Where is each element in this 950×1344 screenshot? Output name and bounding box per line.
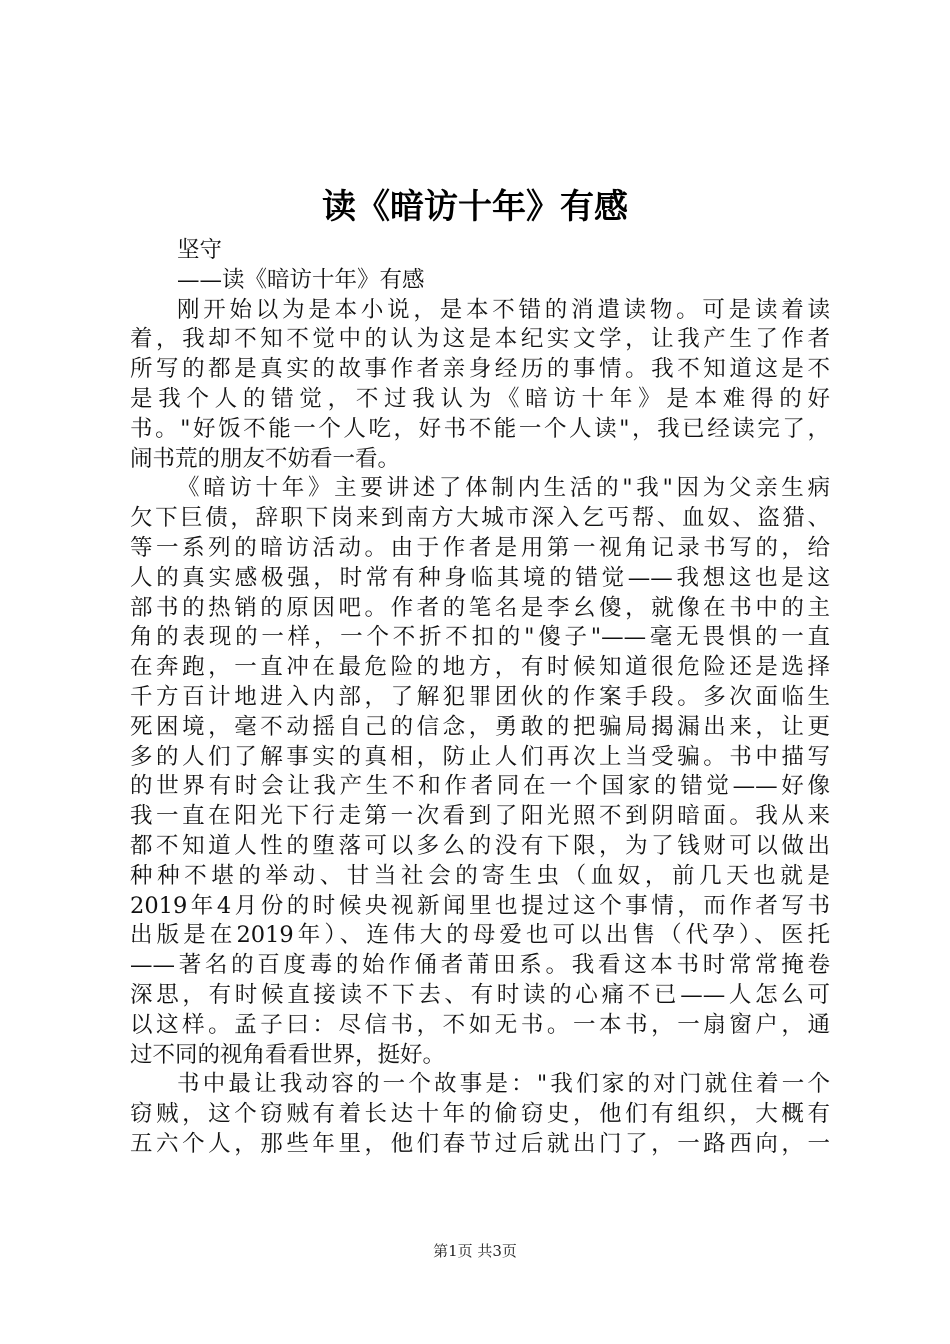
text-line: ——读《暗访十年》有感 (177, 266, 425, 293)
document-body (130, 236, 830, 1160)
text-line: 所写的都是真实的故事作者亲身经历的事情。我不知道这是不 (130, 356, 830, 383)
text-line: 部书的热销的原因吧。作者的笔名是李幺傻，就像在书中的主 (130, 594, 830, 621)
text-line: 我一直在阳光下行走第一次看到了阳光照不到阴暗面。我从来 (130, 803, 830, 830)
text-line: 《暗访十年》主要讲述了体制内生活的"我"因为父亲生病 (177, 475, 830, 502)
text-line: 欠下巨债，辞职下岗来到南方大城市深入乞丐帮、血奴、盗猎、 (130, 505, 830, 532)
text-line: 等一系列的暗访活动。由于作者是用第一视角记录书写的，给 (130, 534, 830, 561)
text-line: 人的真实感极强，时常有种身临其境的错觉——我想这也是这 (130, 564, 830, 591)
text-line: 坚守 (177, 237, 223, 263)
text-line: 深思，有时候直接读不下去、有时读的心痛不已——人怎么可 (130, 981, 830, 1008)
text-line: 是我个人的错觉，不过我认为《暗访十年》是本难得的好 (130, 385, 830, 412)
text-line: 出版是在2019年）、连伟大的母爱也可以出售（代孕）、医托 (130, 922, 830, 949)
text-line: 种种不堪的举动、甘当社会的寄生虫（血奴，前几天也就是 (130, 862, 830, 889)
text-line: 在奔跑，一直冲在最危险的地方，有时候知道很危险还是选择 (130, 654, 830, 681)
text-line: 书。"好饭不能一个人吃，好书不能一个人读"，我已经读完了， (130, 415, 830, 442)
text-line: 闹书荒的朋友不妨看一看。 (130, 445, 401, 472)
text-line: 都不知道人性的堕落可以多么的没有下限，为了钱财可以做出 (130, 832, 830, 859)
text-line: 以这样。孟子曰：尽信书，不如无书。一本书，一扇窗户，通 (130, 1011, 830, 1038)
page-footer: 第1页 共3页 (433, 1242, 517, 1260)
text-line: 死困境，毫不动摇自己的信念，勇敢的把骗局揭漏出来，让更 (130, 713, 830, 740)
document-title: 读《暗访十年》有感 (322, 187, 628, 227)
text-line: 多的人们了解事实的真相，防止人们再次上当受骗。书中描写 (130, 743, 830, 770)
text-line: 角的表现的一样，一个不折不扣的"傻子"——毫无畏惧的一直 (130, 624, 830, 651)
text-line: ——著名的百度毒的始作俑者莆田系。我看这本书时常常掩卷 (130, 952, 830, 979)
text-line: 千方百计地进入内部，了解犯罪团伙的作案手段。多次面临生 (130, 683, 830, 710)
text-line: 书中最让我动容的一个故事是："我们家的对门就住着一个 (177, 1071, 830, 1098)
text-line: 过不同的视角看看世界，挺好。 (130, 1041, 446, 1068)
text-line: 2019年4月份的时候央视新闻里也提过这个事情，而作者写书 (130, 892, 830, 919)
text-line: 刚开始以为是本小说，是本不错的消遣读物。可是读着读 (177, 296, 830, 323)
text-line: 窃贼，这个窃贼有着长达十年的偷窃史，他们有组织，大概有 (130, 1101, 830, 1128)
text-line: 着，我却不知不觉中的认为这是本纪实文学，让我产生了作者 (130, 326, 830, 353)
text-line: 的世界有时会让我产生不和作者同在一个国家的错觉——好像 (130, 773, 830, 800)
text-line: 五六个人，那些年里，他们春节过后就出门了，一路西向，一 (130, 1130, 830, 1157)
